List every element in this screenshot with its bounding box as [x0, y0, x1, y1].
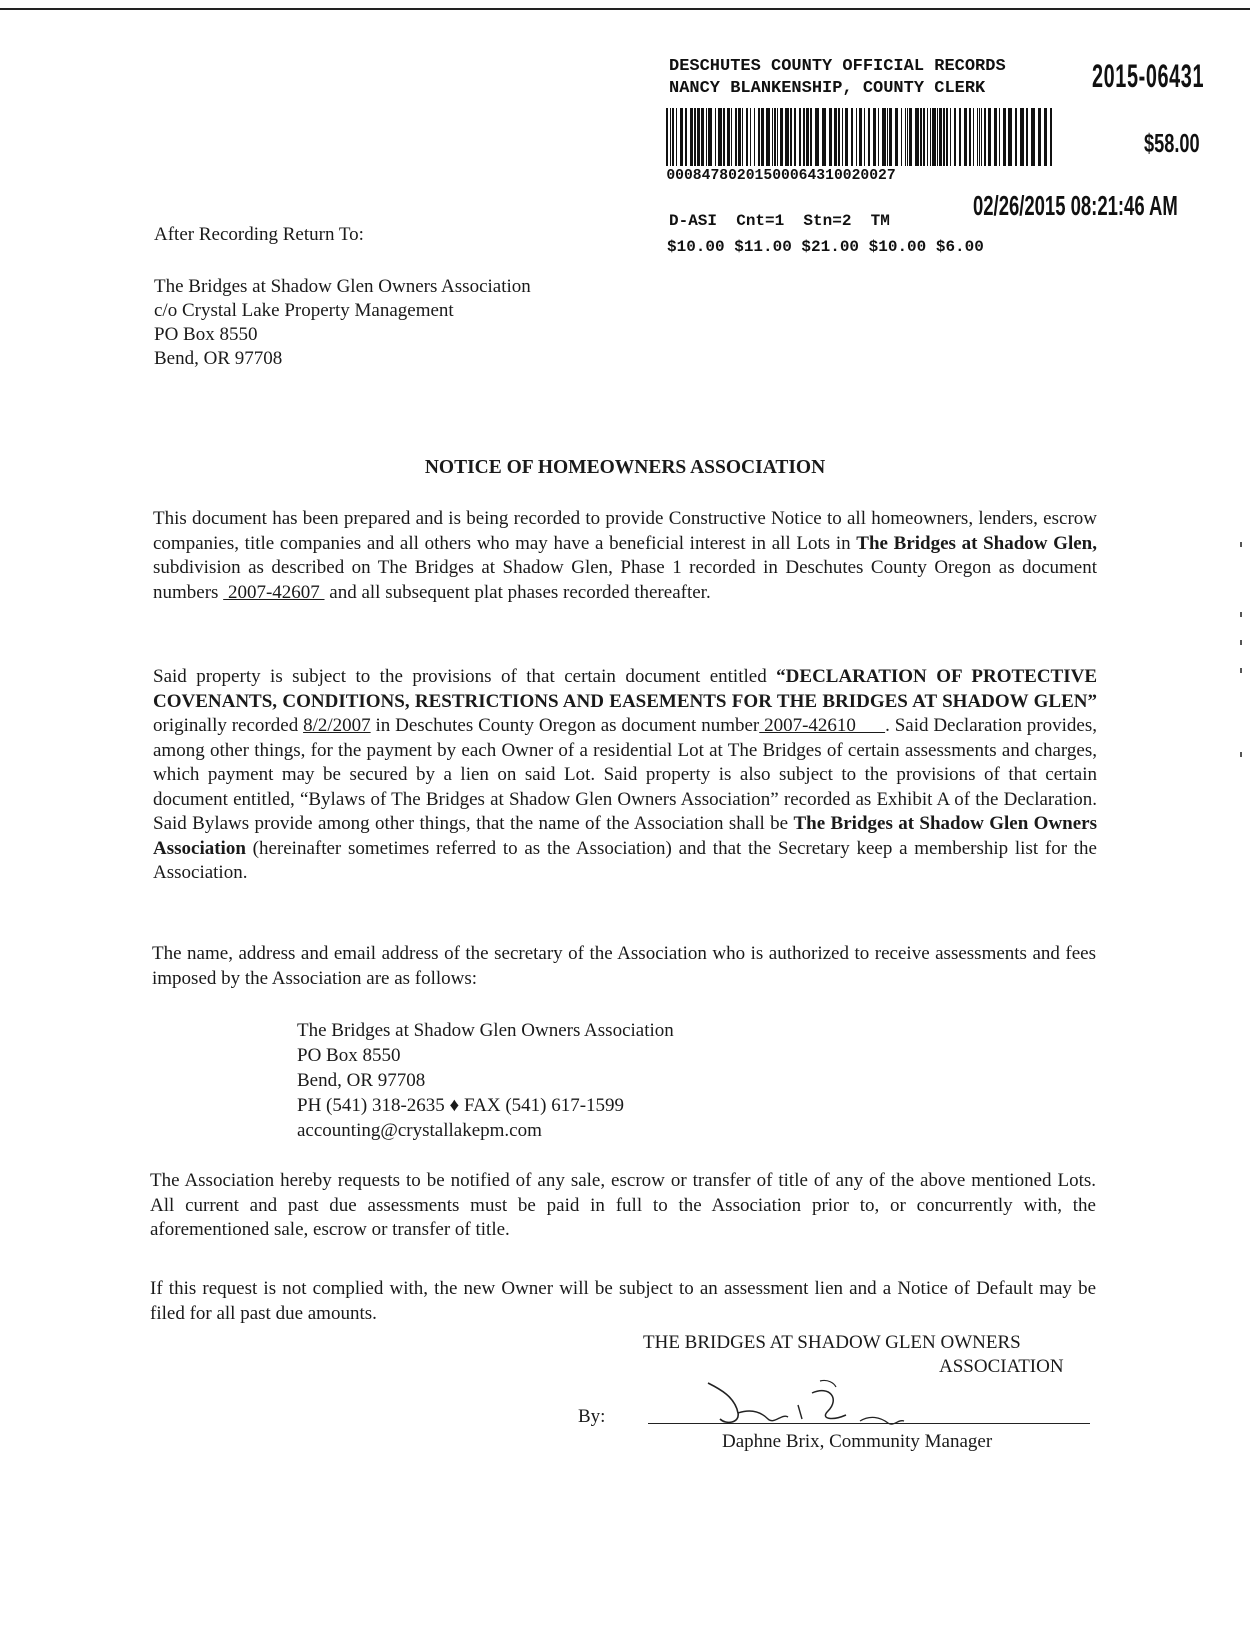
recording-codes: D-ASI Cnt=1 Stn=2 TM — [669, 212, 890, 230]
return-address-line: The Bridges at Shadow Glen Owners Association — [154, 276, 531, 297]
barcode-bar — [959, 108, 961, 166]
barcode-bar — [964, 108, 967, 166]
para-text: (hereinafter sometimes referred to as the Association) and that the Secretary keep a membership list for the Association. — [153, 837, 1097, 883]
barcode-bar — [742, 108, 743, 166]
return-address-line: PO Box 8550 — [154, 324, 258, 345]
secretary-intro-paragraph: The name, address and email address of the secretary of the Association who is authorized to receive assessments and fees imposed by the Association are as follows: — [152, 943, 1096, 989]
barcode-number: 00084780201500064310020027 — [666, 167, 896, 184]
return-address-block — [154, 275, 531, 371]
barcode-bar — [790, 108, 792, 166]
para-text: Said property is subject to the provisions of that certain document entitled — [153, 666, 777, 687]
stamp-county-records: DESCHUTES COUNTY OFFICIAL RECORDS — [669, 57, 1006, 76]
barcode-bar — [806, 108, 809, 166]
barcode-bar — [932, 108, 936, 166]
barcode-bar — [829, 108, 832, 166]
barcode-bar — [761, 108, 764, 166]
notice-title: NOTICE OF HOMEOWNERS ASSOCIATION — [424, 457, 826, 478]
barcode-bar — [685, 108, 687, 166]
barcode-bar — [901, 108, 902, 166]
barcode-bar — [979, 108, 980, 166]
barcode-bar — [718, 108, 722, 166]
barcode-bar — [834, 108, 837, 166]
barcode-bar — [845, 108, 848, 166]
barcode-bar — [999, 108, 1000, 166]
barcode-bar — [856, 108, 857, 166]
secretary-email: accounting@crystallakepm.com — [297, 1120, 542, 1141]
barcode-bar — [907, 108, 908, 166]
secretary-city: Bend, OR 97708 — [297, 1070, 426, 1091]
barcode-bar — [697, 108, 700, 166]
barcode-bar — [731, 108, 732, 166]
barcode-bar — [887, 108, 888, 166]
barcode-bar — [930, 108, 931, 166]
subdivision-name: The Bridges at Shadow Glen, — [856, 532, 1097, 554]
scan-artifact — [1240, 612, 1242, 617]
barcode-bar — [774, 108, 776, 166]
para-text: subdivision as described on The Bridges at Shadow Glen, Phase 1 recorded in Deschutes County Oregon as document numbers — [153, 557, 1097, 603]
barcode-bar — [873, 108, 876, 166]
stamp-county-clerk: NANCY BLANKENSHIP, COUNTY CLERK — [669, 79, 986, 98]
barcode-bar — [715, 108, 716, 166]
scan-artifact — [1240, 640, 1242, 645]
barcode-bar — [822, 108, 826, 166]
barcode-bar — [670, 108, 671, 166]
barcode-bar — [1015, 108, 1017, 166]
para-text: . Said Declaration provides, among other things, for the payment by each Owner of a residential Lot at The Bridges of certain assessments and charges, which payment may be secured by a lien on said Lot. Said property is also subject to the provisions of that certain document entitled, “Bylaws of The Bridges at Shadow Glen Owners Association” recorded as Exhibit A of the Declaration. Said Bylaws provide among other things, that the name of the Association shall be — [153, 715, 1097, 834]
barcode-bar — [810, 108, 812, 166]
barcode-bar — [889, 108, 892, 166]
barcode-bar — [909, 108, 912, 166]
barcode-bar — [803, 108, 805, 166]
secretary-po-box: PO Box 8550 — [297, 1045, 401, 1066]
handwritten-signature — [690, 1375, 950, 1435]
barcode-bar — [977, 108, 978, 166]
signature-org-line-1: THE BRIDGES AT SHADOW GLEN OWNERS — [643, 1332, 1021, 1353]
barcode-bar — [794, 108, 796, 166]
barcode-bar — [750, 108, 751, 166]
barcode-bar — [766, 108, 770, 166]
barcode-image — [666, 108, 1056, 172]
barcode-bar — [851, 108, 853, 166]
barcode-bar — [701, 108, 704, 166]
barcode-bar — [920, 108, 922, 166]
barcode-bar — [842, 108, 843, 166]
barcode-bar — [994, 108, 997, 166]
barcode-bar — [984, 108, 986, 166]
barcode-bar — [1031, 108, 1035, 166]
barcode-bar — [882, 108, 886, 166]
barcode-bar — [946, 108, 948, 166]
barcode-bar — [815, 108, 819, 166]
barcode-bar — [969, 108, 971, 166]
top-border-rule — [0, 8, 1250, 10]
barcode-bar — [973, 108, 974, 166]
para-text: This document has been prepared and is being recorded to provide Constructive Notice to all homeowners, lenders, escrow companies, title companies and all others who may have a beneficial interest in all Lots in — [153, 508, 1097, 554]
declaration-document-number: 2007-42610 — [759, 715, 886, 736]
para-text: and all subsequent plat phases recorded thereafter. — [324, 581, 711, 603]
barcode-bar — [746, 108, 748, 166]
barcode-bar — [785, 108, 789, 166]
recording-fee-breakdown: $10.00 $11.00 $21.00 $10.00 $6.00 — [667, 238, 984, 256]
barcode-bar — [868, 108, 870, 166]
barcode-bar — [777, 108, 778, 166]
barcode-bar — [708, 108, 712, 166]
barcode-bar — [735, 108, 737, 166]
scan-artifact — [1240, 752, 1242, 757]
barcode-bar — [943, 108, 945, 166]
declaration-recorded-date: 8/2/2007 — [303, 715, 371, 736]
return-address-line: Bend, OR 97708 — [154, 348, 283, 369]
barcode-bar — [915, 108, 919, 166]
barcode-bar — [1050, 108, 1052, 166]
barcode-bar — [1038, 108, 1041, 166]
declaration-title: “DECLARATION OF PROTECTIVE COVENANTS, CONDITIONS, RESTRICTIONS AND EASEMENTS FOR THE BRIDGES AT SHADOW GLEN” — [153, 666, 1098, 712]
signature-line — [648, 1423, 1090, 1424]
signer-name-title: Daphne Brix, Community Manager — [722, 1431, 993, 1452]
barcode-bar — [927, 108, 928, 166]
association-name: The Bridges at Shadow Glen Owners Association — [153, 813, 1097, 859]
barcode-bar — [706, 108, 707, 166]
barcode-bar — [981, 108, 982, 166]
barcode-bar — [676, 108, 677, 166]
recording-total-fee: $58.00 — [1144, 128, 1200, 158]
barcode-bar — [923, 108, 925, 166]
scan-artifact — [1240, 668, 1242, 673]
barcode-bar — [799, 108, 801, 166]
secretary-contact-block — [297, 1018, 674, 1143]
signature-org-line-2: ASSOCIATION — [939, 1356, 1064, 1377]
para-text: in Deschutes County Oregon as document number — [370, 715, 760, 736]
barcode-bar — [1026, 108, 1028, 166]
noncompliance-paragraph: If this request is not complied with, the new Owner will be subject to an assessment lien and a Notice of Default may be filed for all past due amounts. — [150, 1278, 1096, 1324]
barcode-bar — [859, 108, 862, 166]
barcode-bar — [727, 108, 730, 166]
barcode-bar — [939, 108, 942, 166]
barcode-bar — [954, 108, 956, 166]
barcode-bar — [1003, 108, 1006, 166]
recording-document-number: 2015-06431 — [1092, 58, 1205, 94]
barcode-bar — [780, 108, 783, 166]
barcode-bar — [895, 108, 898, 166]
barcode-bar — [772, 108, 773, 166]
barcode-bar — [672, 108, 674, 166]
plat-document-number: 2007-42607 — [223, 581, 325, 603]
barcode-bar — [838, 108, 840, 166]
scan-artifact — [1240, 542, 1242, 547]
barcode-bar — [864, 108, 865, 166]
barcode-bar — [754, 108, 755, 166]
secretary-phone-fax: PH (541) 318-2635 ♦ FAX (541) 617-1599 — [297, 1095, 625, 1116]
barcode-bar — [758, 108, 760, 166]
barcode-bar — [937, 108, 938, 166]
barcode-bar — [1044, 108, 1047, 166]
barcode-bar — [723, 108, 725, 166]
constructive-notice-paragraph — [153, 507, 1097, 605]
barcode-bar — [694, 108, 696, 166]
return-address-line: c/o Crystal Lake Property Management — [154, 300, 454, 321]
recording-datetime: 02/26/2015 08:21:46 AM — [973, 190, 1178, 221]
by-label: By: — [578, 1406, 606, 1427]
barcode-bar — [666, 108, 668, 166]
barcode-bar — [1008, 108, 1012, 166]
secretary-name: The Bridges at Shadow Glen Owners Association — [297, 1020, 674, 1041]
declaration-paragraph — [153, 665, 1097, 886]
barcode-bar — [690, 108, 693, 166]
notification-request-paragraph: The Association hereby requests to be notified of any sale, escrow or transfer of title of any of the above mentioned Lots. All current and past due assessments must be paid in full to the Association prior to, or concurrently with, the aforementioned sale, escrow or transfer of title. — [150, 1170, 1096, 1240]
return-to-label: After Recording Return To: — [154, 224, 364, 245]
barcode-bar — [878, 108, 879, 166]
barcode-bar — [950, 108, 951, 166]
barcode-bar — [1020, 108, 1024, 166]
barcode-bar — [738, 108, 741, 166]
barcode-bar — [905, 108, 906, 166]
barcode-bar — [988, 108, 991, 166]
para-text: originally recorded — [153, 715, 304, 736]
barcode-bar — [680, 108, 683, 166]
